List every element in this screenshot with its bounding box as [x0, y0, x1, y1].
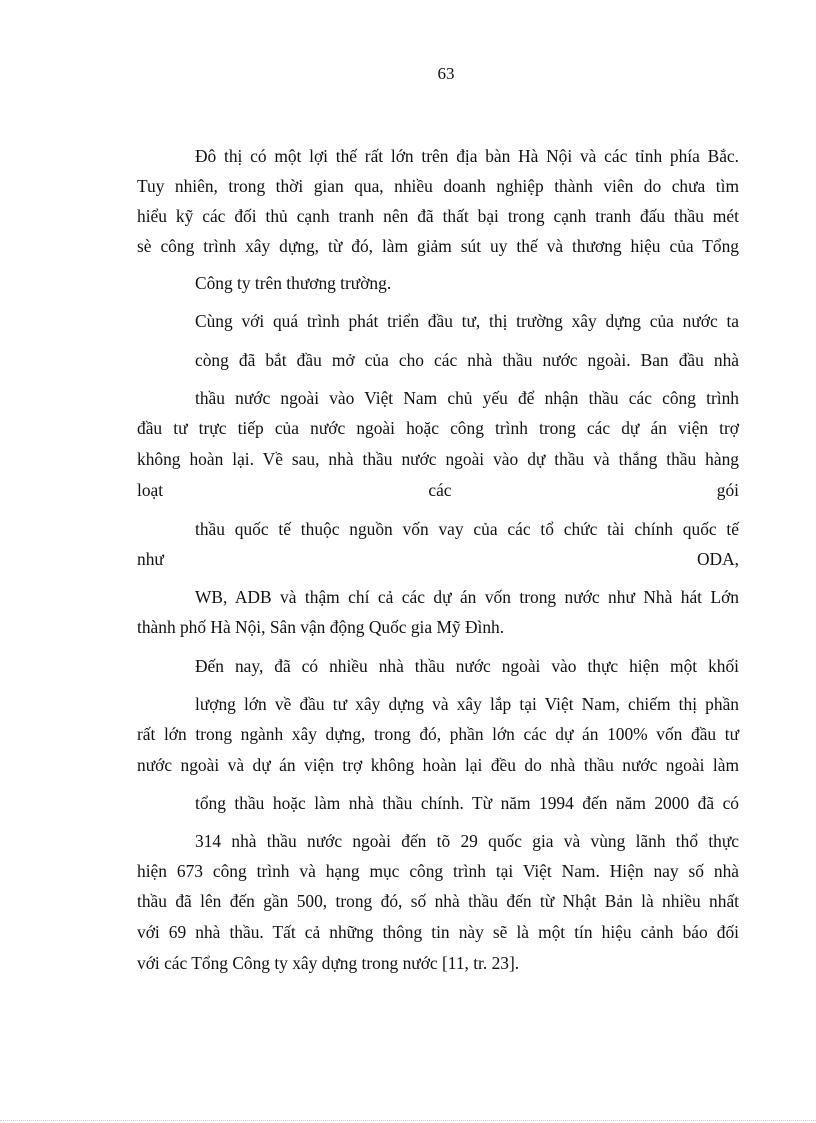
- text-line: Công ty trên thương trường.: [195, 273, 392, 293]
- text-line: loạt các gói: [137, 480, 739, 500]
- text-line: sè công trình xây dựng, từ đó, làm giảm sút uy thế và thương hiệu của Tổng: [137, 236, 739, 256]
- text-line: hiểu kỹ các đối thủ cạnh tranh nên đã thất bại trong cạnh tranh đấu thầu mét: [137, 206, 739, 226]
- text-line: thành phố Hà Nội, Sân vận động Quốc gia Mỹ Đình.: [137, 617, 505, 637]
- text-line: Đến nay, đã có nhiều nhà thầu nước ngoài vào thực hiện một khối: [195, 656, 739, 676]
- text-line: không hoàn lại. Về sau, nhà thầu nước ngoài vào dự thầu và thắng thầu hàng: [137, 449, 739, 469]
- text-line: 314 nhà thầu nước ngoài đến tõ 29 quốc gia và vùng lãnh thổ thực: [195, 831, 739, 851]
- text-line: hiện 673 công trình và hạng mục công trình tại Việt Nam. Hiện nay số nhà: [137, 861, 739, 881]
- text-line: với 69 nhà thầu. Tất cả những thông tin này sẽ là một tín hiệu cảnh báo đối: [137, 922, 739, 942]
- text-line: rất lớn trong ngành xây dựng, trong đó, phần lớn các dự án 100% vốn đầu tư: [137, 724, 739, 744]
- text-line: tổng thầu hoặc làm nhà thầu chính. Từ năm 1994 đến năm 2000 đã có: [195, 793, 739, 813]
- text-line: nước ngoài và dự án viện trợ không hoàn lại đều do nhà thầu nước ngoài làm: [137, 755, 739, 775]
- page-number: 63: [437, 64, 455, 83]
- text-line: Cùng với quá trình phát triển đầu tư, thị trường xây dựng của nước ta: [195, 311, 739, 331]
- text-line: lượng lớn về đầu tư xây dựng và xây lắp tại Việt Nam, chiếm thị phần: [195, 694, 739, 714]
- text-line: WB, ADB và thậm chí cả các dự án vốn trong nước như Nhà hát Lớn: [195, 587, 739, 607]
- text-line: với các Tổng Công ty xây dựng trong nước [11, tr. 23].: [137, 953, 520, 973]
- text-line: như ODA,: [137, 549, 739, 569]
- text-line: còng đã bắt đầu mở của cho các nhà thầu nước ngoài. Ban đầu nhà: [195, 350, 739, 370]
- text-line: thầu nước ngoài vào Việt Nam chủ yếu để nhận thầu các công trình: [195, 388, 739, 408]
- text-line: thầu quốc tế thuộc nguồn vốn vay của các tổ chức tài chính quốc tế: [195, 519, 739, 539]
- text-line: Đô thị có một lợi thế rất lớn trên địa bàn Hà Nội và các tỉnh phía Bắc.: [195, 146, 739, 166]
- page-bottom-divider: [0, 1120, 816, 1121]
- text-line: đầu tư trực tiếp của nước ngoài hoặc công trình trong các dự án viện trợ: [137, 418, 739, 438]
- text-line: Tuy nhiên, trong thời gian qua, nhiều doanh nghiệp thành viên do chưa tìm: [137, 176, 739, 196]
- text-line: thầu đã lên đến gần 500, trong đó, số nhà thầu đến từ Nhật Bản là nhiều nhất: [137, 891, 739, 911]
